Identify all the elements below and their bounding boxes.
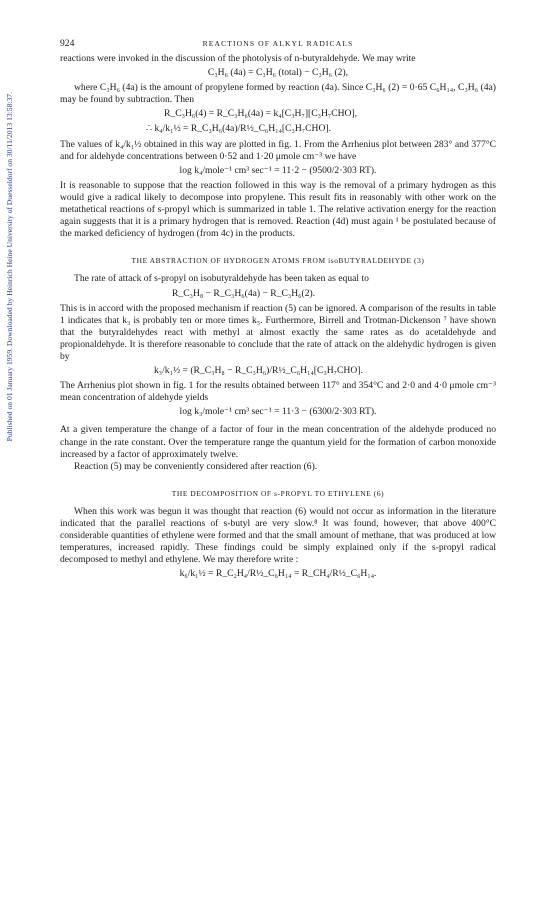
section-heading: THE ABSTRACTION OF HYDROGEN ATOMS FROM isoBUTYRALDEHYDE (3) xyxy=(131,256,425,266)
equation: k₃/k₁½ = (R_C₃H₈ − R_C₃H₆)/R½_C₆H₁₄[C₃H₇CHO]. xyxy=(154,365,363,377)
download-notice-text: Published on 01 January 1959. Downloaded by Heinrich Heine University of Duesseldorf on 30/11/2013 13:58:37. xyxy=(5,92,14,442)
paragraph: At a given temperature the change of a factor of four in the mean concentration of the aldehyde produced no change in the rate constant. Over the temperature range the quantum yield for the formation of carbon monoxide increased by a factor of approximately twelve. xyxy=(60,424,496,460)
section-heading: THE DECOMPOSITION OF s-PROPYL TO ETHYLENE (6) xyxy=(171,488,385,498)
paragraph: The values of k₄/k₁½ obtained in this way are plotted in fig. 1. From the Arrhenius plot between 283° and 377°C and for aldehyde concentrations between 0·52 and 1·20 μmole cm⁻³ we have xyxy=(60,138,496,162)
equation: R_C₃H₆(4) = R_C₃H₆(4a) = k₄[C₃H₇][C₃H₇CHO], xyxy=(164,108,358,120)
paragraph: This is in accord with the proposed mechanism if reaction (5) can be ignored. A comparison of the results in table 1 indicates that k₃ is probably ten or more times k₅. Furthermore, Birrell and Trotman-Dickenson ⁷ have shown that the butyraldehydes react with methyl at almost exactly the same rates as do acetaldehyde and propionaldehyde. It is therefore reasonable to conclude that the rate of attack on the aldehydic hydrogen is given by xyxy=(60,302,496,362)
paragraph: The Arrhenius plot shown in fig. 1 for the results obtained between 117° and 354°C and 2·0 and 4·0 μmole cm⁻³ mean concentration of aldehyde yields xyxy=(60,380,496,404)
running-title: REACTIONS OF ALKYL RADICALS xyxy=(202,39,354,48)
journal-page xyxy=(60,38,496,583)
equation: log k₃/mole⁻¹ cm³ sec⁻¹ = 11·3 − (6300/2·303 RT). xyxy=(179,406,377,418)
paragraph: Reaction (5) may be conveniently considered after reaction (6). xyxy=(74,460,318,472)
paragraph: where C₃H₆ (4a) is the amount of propylene formed by reaction (4a). Since C₃H₆ (2) = 0·65 C₆H₁₄, C₃H₆ (4a) may be found by subtraction. Then xyxy=(60,82,496,106)
page-number: 924 xyxy=(60,38,75,49)
equation: log k₄/mole⁻¹ cm³ sec⁻¹ = 11·2 − (9500/2·303 RT). xyxy=(179,164,377,176)
equation: k₆/k₁½ = R_C₂H₄/R½_C₆H₁₄ = R_CH₄/R½_C₆H₁₄. xyxy=(179,568,377,580)
paragraph: It is reasonable to suppose that the reaction followed in this way is the removal of a primary hydrogen as this would give a radical likely to decompose into propylene. This result fits in reasonably with other work on the metathetical reactions of s-propyl which is summarized in table 1. The relative activation energy for the reaction again suggests that it is a primary hydrogen that is removed. Reaction (4d) must again ¹ be postulated because of the marked deficiency of hydrogen (from 4c) in the products. xyxy=(60,179,496,240)
equation: R_C₃H₈ − R_C₃H₆(4a) − R_C₃H₆(2). xyxy=(172,287,316,299)
running-header xyxy=(60,38,496,52)
equation: ∴ k₄/k₁½ = R_C₃H₆(4a)/R½_C₆H₁₄[C₃H₇CHO]. xyxy=(146,123,331,135)
paragraph: The rate of attack of s-propyl on isobutyraldehyde has been taken as equal to xyxy=(74,273,369,285)
download-notice xyxy=(2,92,20,572)
paragraph: reactions were invoked in the discussion of the photolysis of n-butyraldehyde. We may write xyxy=(60,53,416,64)
paragraph: When this work was begun it was thought that reaction (6) would not occur as information in the literature indicated that the parallel reactions of s-butyl are very slow.⁸ It was found, however, that above 400°C considerable quantities of ethylene were formed and that the small amount of methane, that was produced at low temperatures, increased rapidly. These findings could be simply explained only if the s-propyl radical decomposed to methyl and ethylene. We may therefore write : xyxy=(60,505,496,566)
equation: C₃H₆ (4a) = C₃H₆ (total) − C₃H₆ (2), xyxy=(207,67,349,79)
